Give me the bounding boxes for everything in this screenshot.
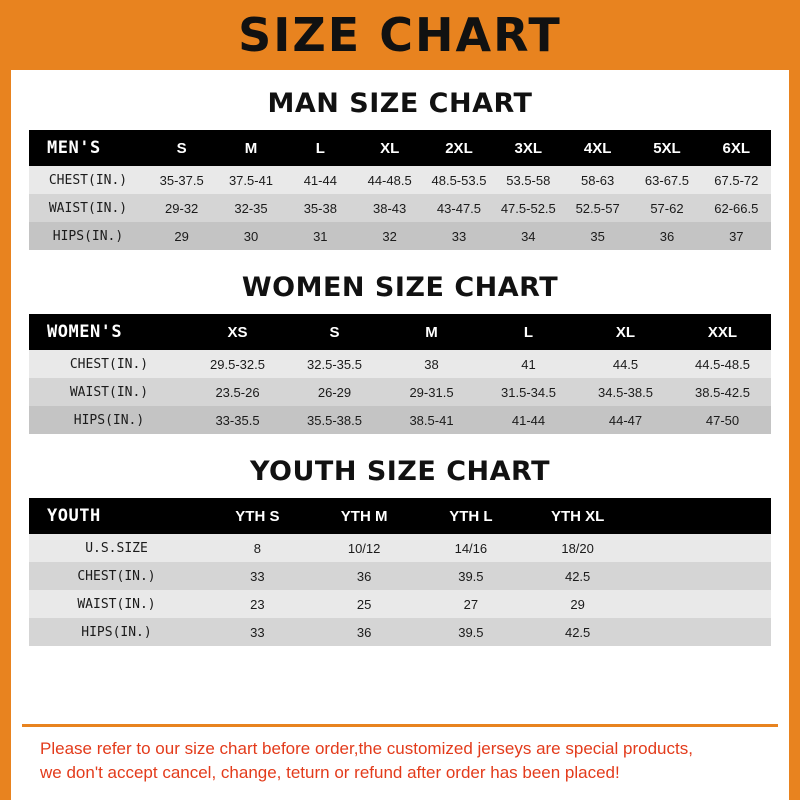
women-header-label: WOMEN'S [29, 314, 189, 350]
men-hips-s: 29 [147, 222, 216, 250]
youth-header-xl: YTH XL [524, 498, 631, 534]
men-header-m: M [216, 130, 285, 166]
youth-hips-s: 33 [204, 618, 311, 646]
table-row [29, 562, 771, 590]
men-header-6xl: 6XL [702, 130, 771, 166]
men-chest-6xl: 67.5-72 [702, 166, 771, 194]
women-hips-l: 41-44 [480, 406, 577, 434]
men-chest-l: 41-44 [286, 166, 355, 194]
youth-waist-m: 25 [311, 590, 418, 618]
youth-ussize-m: 10/12 [311, 534, 418, 562]
women-hips-xs: 33-35.5 [189, 406, 286, 434]
women-waist-s: 26-29 [286, 378, 383, 406]
men-header-2xl: 2XL [424, 130, 493, 166]
youth-chest-spacer [631, 562, 771, 590]
youth-header-s: YTH S [204, 498, 311, 534]
youth-chest-s: 33 [204, 562, 311, 590]
women-header-xl: XL [577, 314, 674, 350]
youth-ussize-l: 14/16 [418, 534, 525, 562]
table-row [29, 166, 771, 194]
women-waist-m: 29-31.5 [383, 378, 480, 406]
women-waist-l: 31.5-34.5 [480, 378, 577, 406]
women-section-title: WOMEN SIZE CHART [241, 272, 559, 303]
women-hips-s: 35.5-38.5 [286, 406, 383, 434]
men-chest-3xl: 53.5-58 [494, 166, 563, 194]
men-waist-xl: 38-43 [355, 194, 424, 222]
table-header-row [29, 314, 771, 350]
women-size-table [29, 314, 771, 434]
men-header-s: S [147, 130, 216, 166]
men-hips-5xl: 36 [632, 222, 701, 250]
men-waist-2xl: 43-47.5 [424, 194, 493, 222]
youth-hips-xl: 42.5 [524, 618, 631, 646]
youth-chest-l: 39.5 [418, 562, 525, 590]
youth-waist-s: 23 [204, 590, 311, 618]
page-title: SIZE CHART [238, 8, 562, 62]
youth-ussize-spacer [631, 534, 771, 562]
women-row-label-hips: HIPS(IN.) [29, 406, 189, 434]
youth-hips-l: 39.5 [418, 618, 525, 646]
men-chest-s: 35-37.5 [147, 166, 216, 194]
men-header-l: L [286, 130, 355, 166]
men-chest-5xl: 63-67.5 [632, 166, 701, 194]
youth-size-table [29, 498, 771, 646]
women-chest-s: 32.5-35.5 [286, 350, 383, 378]
table-header-row [29, 130, 771, 166]
youth-row-label-ussize: U.S.SIZE [29, 534, 204, 562]
table-row [29, 618, 771, 646]
youth-header-spacer [631, 498, 771, 534]
men-header-label: MEN'S [29, 130, 147, 166]
footer-note [22, 724, 778, 800]
table-row [29, 378, 771, 406]
youth-row-label-chest: CHEST(IN.) [29, 562, 204, 590]
youth-row-label-hips: HIPS(IN.) [29, 618, 204, 646]
youth-header-m: YTH M [311, 498, 418, 534]
men-chest-m: 37.5-41 [216, 166, 285, 194]
youth-chest-m: 36 [311, 562, 418, 590]
women-hips-xl: 44-47 [577, 406, 674, 434]
women-waist-xxl: 38.5-42.5 [674, 378, 771, 406]
women-chest-xs: 29.5-32.5 [189, 350, 286, 378]
women-chest-xxl: 44.5-48.5 [674, 350, 771, 378]
women-header-l: L [480, 314, 577, 350]
men-header-xl: XL [355, 130, 424, 166]
men-chest-xl: 44-48.5 [355, 166, 424, 194]
women-header-m: M [383, 314, 480, 350]
men-hips-xl: 32 [355, 222, 424, 250]
women-hips-m: 38.5-41 [383, 406, 480, 434]
women-chest-m: 38 [383, 350, 480, 378]
women-chest-xl: 44.5 [577, 350, 674, 378]
women-header-s: S [286, 314, 383, 350]
men-header-5xl: 5XL [632, 130, 701, 166]
table-row [29, 194, 771, 222]
men-hips-l: 31 [286, 222, 355, 250]
women-row-label-chest: CHEST(IN.) [29, 350, 189, 378]
women-row-label-waist: WAIST(IN.) [29, 378, 189, 406]
men-waist-s: 29-32 [147, 194, 216, 222]
youth-chest-xl: 42.5 [524, 562, 631, 590]
men-row-label-hips: HIPS(IN.) [29, 222, 147, 250]
women-header-xxl: XXL [674, 314, 771, 350]
men-size-table [29, 130, 771, 250]
youth-hips-spacer [631, 618, 771, 646]
men-waist-6xl: 62-66.5 [702, 194, 771, 222]
youth-waist-l: 27 [418, 590, 525, 618]
men-waist-4xl: 52.5-57 [563, 194, 632, 222]
men-section-title: MAN SIZE CHART [267, 88, 533, 119]
men-row-label-chest: CHEST(IN.) [29, 166, 147, 194]
men-header-3xl: 3XL [494, 130, 563, 166]
youth-row-label-waist: WAIST(IN.) [29, 590, 204, 618]
women-waist-xl: 34.5-38.5 [577, 378, 674, 406]
youth-ussize-s: 8 [204, 534, 311, 562]
men-header-4xl: 4XL [563, 130, 632, 166]
footer-note-line-2: we don't accept cancel, change, teturn or refund after order has been placed! [40, 763, 620, 783]
men-hips-3xl: 34 [494, 222, 563, 250]
men-hips-m: 30 [216, 222, 285, 250]
men-waist-m: 32-35 [216, 194, 285, 222]
table-row [29, 406, 771, 434]
banner [0, 0, 800, 70]
table-row [29, 222, 771, 250]
youth-waist-spacer [631, 590, 771, 618]
youth-header-l: YTH L [418, 498, 525, 534]
youth-ussize-xl: 18/20 [524, 534, 631, 562]
youth-waist-xl: 29 [524, 590, 631, 618]
men-waist-3xl: 47.5-52.5 [494, 194, 563, 222]
table-row [29, 350, 771, 378]
men-row-label-waist: WAIST(IN.) [29, 194, 147, 222]
women-chest-l: 41 [480, 350, 577, 378]
men-chest-2xl: 48.5-53.5 [424, 166, 493, 194]
men-waist-l: 35-38 [286, 194, 355, 222]
table-row [29, 590, 771, 618]
youth-hips-m: 36 [311, 618, 418, 646]
men-waist-5xl: 57-62 [632, 194, 701, 222]
men-hips-6xl: 37 [702, 222, 771, 250]
men-chest-4xl: 58-63 [563, 166, 632, 194]
women-hips-xxl: 47-50 [674, 406, 771, 434]
table-header-row [29, 498, 771, 534]
youth-header-label: YOUTH [29, 498, 204, 534]
men-hips-2xl: 33 [424, 222, 493, 250]
men-hips-4xl: 35 [563, 222, 632, 250]
women-waist-xs: 23.5-26 [189, 378, 286, 406]
table-row [29, 534, 771, 562]
women-header-xs: XS [189, 314, 286, 350]
youth-section-title: YOUTH SIZE CHART [249, 456, 551, 487]
footer-note-line-1: Please refer to our size chart before order,the customized jerseys are special products, [40, 738, 693, 758]
